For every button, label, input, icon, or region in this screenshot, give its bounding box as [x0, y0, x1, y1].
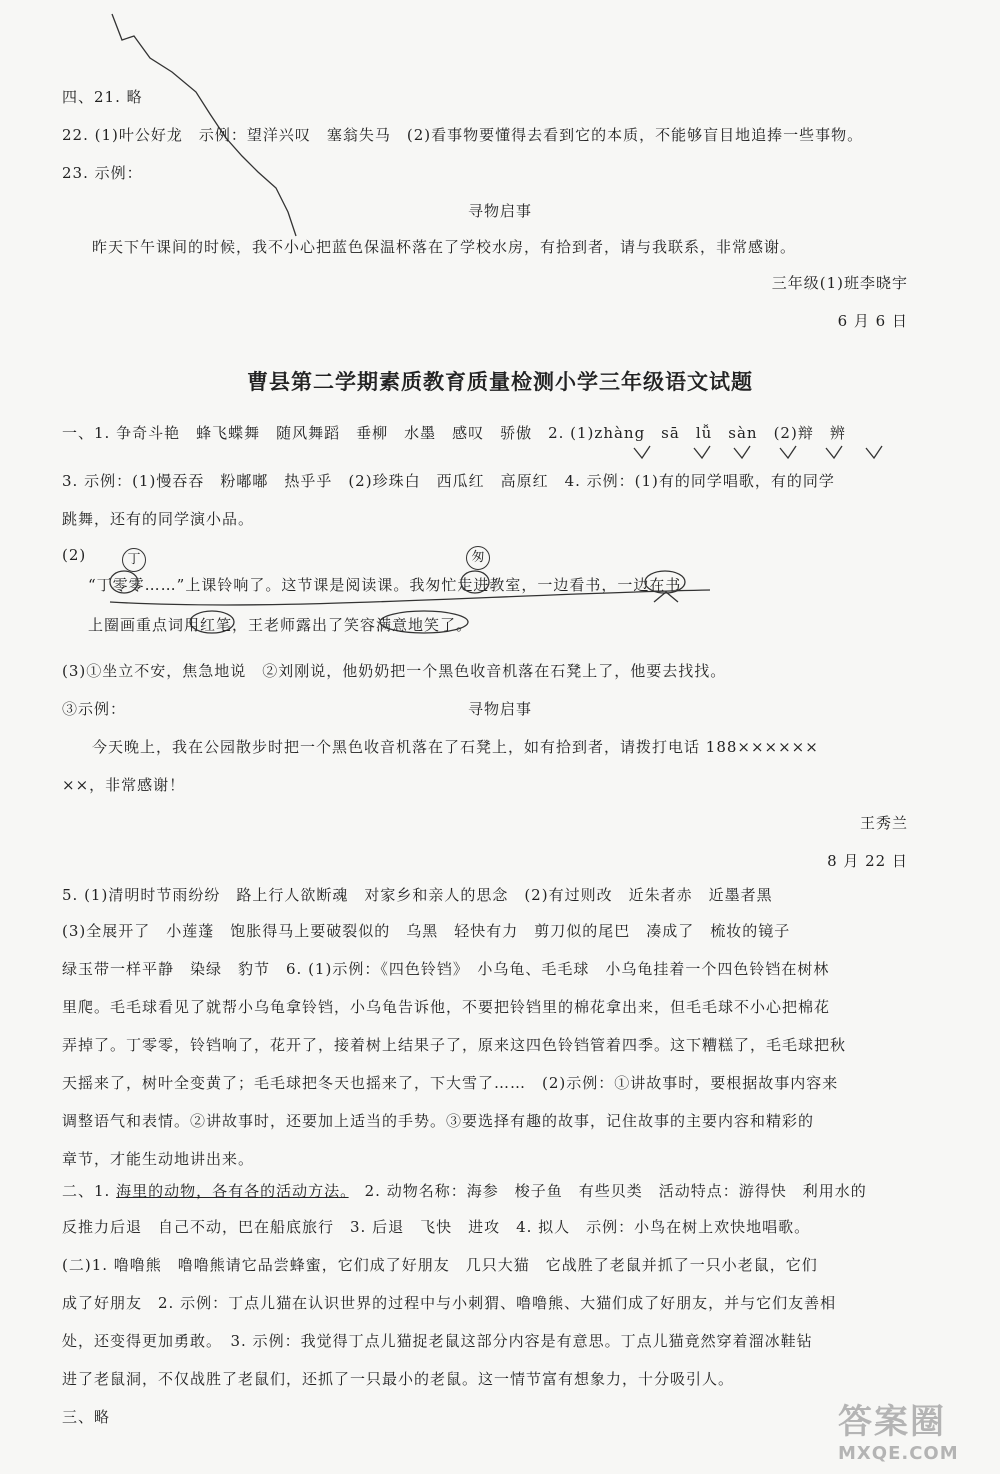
part1-line11: 5. (1)清明时节雨纷纷 路上行人欲断魂 对家乡和亲人的思念 (2)有过则改 近朱者赤 近墨者黑 — [62, 886, 773, 904]
watermark-logo — [838, 1394, 988, 1464]
part1-line18: 章节，才能生动地讲出来。 — [62, 1150, 255, 1168]
correction-circle-2: 匆 — [466, 546, 490, 570]
part2-q1-rest: 2. 动物名称：海参 梭子鱼 有些贝类 活动特点：游得快 利用水的 — [348, 1182, 867, 1200]
q21-answer: 四、21. 略 — [62, 88, 143, 106]
notice2-body-2: ××，非常感谢！ — [62, 776, 186, 794]
part1-line14: 里爬。毛毛球看见了就帮小乌龟拿铃铛，小乌龟告诉他，不要把铃铛里的棉花拿出来，但毛毛球不小心把棉花 — [62, 998, 831, 1016]
part1-revised-2: 上圈画重点词用红笔，王老师露出了笑容满意地笑了。 — [88, 616, 473, 634]
part1-revised-1: “丁零零……”上课铃响了。这节课是阅读课。我匆忙走进教室，一边看书，一边在书 — [88, 576, 682, 594]
part2-line6: 进了老鼠洞，不仅战胜了老鼠们，还抓了一只最小的老鼠。这一情节富有想象力，十分吸引人。 — [62, 1370, 735, 1388]
notice-body: 昨天下午课间的时候，我不小心把蓝色保温杯落在了学校水房，有拾到者，请与我联系，非常感谢。 — [92, 238, 797, 256]
notice2-date: 8 月 22 日 — [827, 852, 908, 870]
part2-line4: 成了好朋友 2. 示例：丁点儿猫在认识世界的过程中与小刺猬、噜噜熊、大猫们成了好朋友，并与它们友善相 — [62, 1294, 837, 1312]
part2-line5: 处，还变得更加勇敢。 3. 示例：我觉得丁点儿猫捉老鼠这部分内容是有意思。丁点儿猫竟然穿着溜冰鞋钻 — [62, 1332, 813, 1350]
watermark-bottom: MXQE.COM — [838, 1443, 959, 1464]
part1-line2: 3. 示例：(1)慢吞吞 粉嘟嘟 热乎乎 (2)珍珠白 西瓜红 高原红 4. 示例：(1)有的同学唱歌，有的同学 — [62, 472, 835, 490]
part1-q2-label: (2) — [62, 546, 87, 564]
notice-signature: 三年级(1)班李晓宇 — [771, 274, 908, 292]
watermark-top: 答案圈 — [838, 1402, 946, 1442]
notice-date: 6 月 6 日 — [837, 312, 908, 330]
q23-label: 23. 示例： — [62, 164, 143, 182]
part2-line3: (二)1. 噜噜熊 噜噜熊请它品尝蜂蜜，它们成了好朋友 几只大猫 它战胜了老鼠并抓了一只小老鼠，它们 — [62, 1256, 818, 1274]
check-marks — [630, 444, 900, 464]
q22-answer: 22. (1)叶公好龙 示例：望洋兴叹 塞翁失马 (2)看事物要懂得去看到它的本质，不能够盲目地追捧一些事物。 — [62, 126, 864, 144]
notice2-body-1: 今天晚上，我在公园散步时把一个黑色收音机落在了石凳上，如有拾到者，请拨打电话 188×××××× — [92, 738, 819, 756]
part1-line1: 一、1. 争奇斗艳 蜂飞蝶舞 随风舞蹈 垂柳 水墨 感叹 骄傲 2. (1)zhàng sā lǚ sàn (2)辩 辨 — [62, 424, 846, 442]
notice2-signature: 王秀兰 — [859, 814, 908, 832]
part1-line16: 天摇来了，树叶全变黄了；毛毛球把冬天也摇来了，下大雪了…… (2)示例：①讲故事时，要根据故事内容来 — [62, 1074, 839, 1092]
part3-answer: 三、略 — [62, 1408, 111, 1426]
part1-line13: 绿玉带一样平静 染绿 豹节 6. (1)示例：《四色铃铛》 小乌龟、毛毛球 小乌龟挂着一个四色铃铛在树林 — [62, 960, 830, 978]
part1-line12: (3)全展开了 小莲蓬 饱胀得马上要破裂似的 乌黑 轻快有力 剪刀似的尾巴 凑成了 梳妆的镜子 — [62, 922, 791, 940]
part1-line3: 跳舞，还有的同学演小品。 — [62, 510, 255, 528]
part2-q1-underlined: 海里的动物，各有各的活动方法。 — [116, 1182, 349, 1200]
part1-q3-example-label: ③示例： — [62, 700, 127, 718]
notice2-title: 寻物启事 — [467, 700, 532, 718]
part2-line1 — [62, 1180, 910, 1201]
exam-title: 曹县第二学期素质教育质量检测小学三年级语文试题 — [247, 370, 753, 394]
part1-line17: 调整语气和表情。②讲故事时，还要加上适当的手势。③要选择有趣的故事，记住故事的主要内容和精彩的 — [62, 1112, 815, 1130]
part2-q1-label: 二、1. — [62, 1182, 117, 1200]
notice-title: 寻物启事 — [467, 202, 532, 220]
correction-circle-1: 丁 — [122, 548, 146, 572]
part2-line2: 反推力后退 自己不动，巴在船底旅行 3. 后退 飞快 进攻 4. 拟人 示例：小鸟在树上欢快地唱歌。 — [62, 1218, 811, 1236]
part1-line7: (3)①坐立不安，焦急地说 ②刘刚说，他奶奶把一个黑色收音机落在石凳上了，他要去找找。 — [62, 662, 727, 680]
part1-line15: 弄掉了。丁零零，铃铛响了，花开了，接着树上结果子了，原来这四色铃铛管着四季。这下糟糕了，毛毛球把秋 — [62, 1036, 847, 1054]
